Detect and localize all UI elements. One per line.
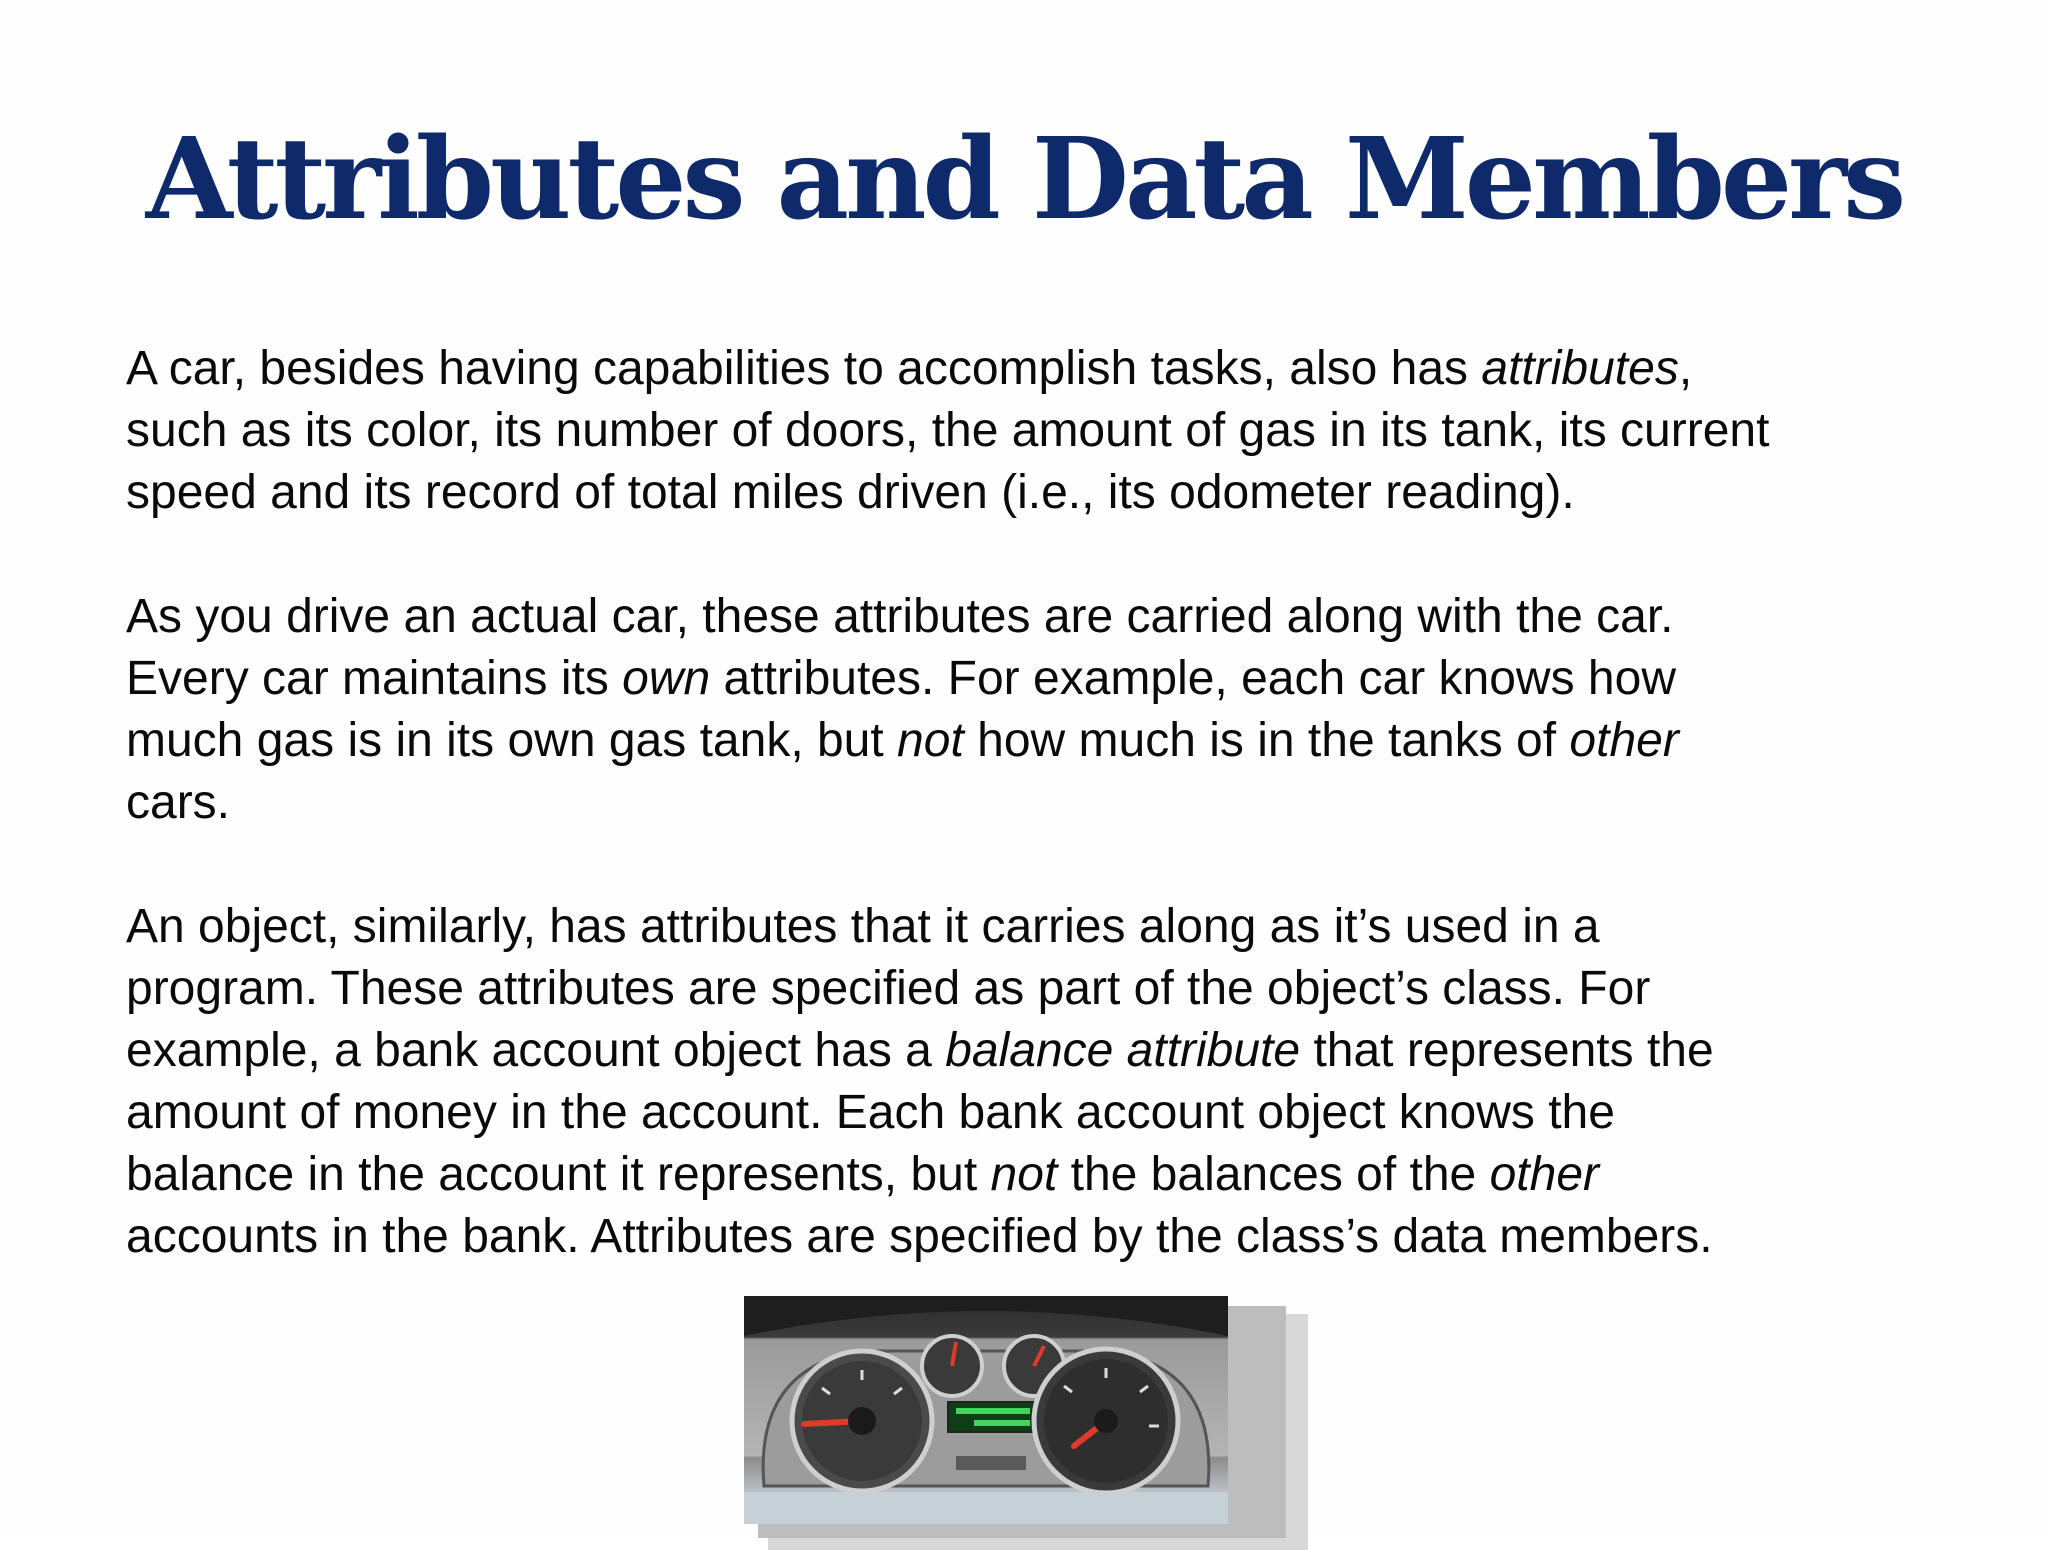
text-run: Every car maintains its [126, 652, 623, 705]
text-run: As you drive an actual car, these attributes are carried along with the car. [126, 590, 1674, 643]
emphasized-text: other [1569, 714, 1679, 767]
text-line [126, 648, 1926, 710]
text-run: much gas is in its own gas tank, but [126, 714, 898, 767]
text-line [126, 400, 1926, 462]
text-line [126, 1020, 1926, 1082]
text-run: An object, similarly, has attributes that it carries along as it’s used in a [126, 900, 1600, 953]
text-run: , [1678, 342, 1693, 395]
emphasized-text: balance attribute [945, 1024, 1301, 1077]
text-run: program. These attributes are specified as part of the object’s class. For [126, 962, 1651, 1015]
text-line [126, 586, 1926, 648]
emphasized-text: attributes [1481, 342, 1679, 395]
dashboard-drawing [744, 1296, 1228, 1524]
text-run: accounts in the bank. Attributes are specified by the class’s data members. [126, 1210, 1713, 1263]
dashboard-photo [744, 1296, 1228, 1524]
slide-title: Attributes and Data Members [145, 114, 1903, 245]
text-line [126, 710, 1926, 772]
text-run: the balances of the [1057, 1148, 1490, 1201]
text-run: attributes. For example, each car knows how [710, 652, 1676, 705]
text-line [126, 772, 1926, 834]
text-run: cars. [126, 776, 231, 829]
text-line [126, 1082, 1926, 1144]
text-run: that represents the [1300, 1024, 1714, 1077]
text-line [126, 462, 1926, 524]
text-line [126, 338, 1926, 400]
text-line [126, 1144, 1926, 1206]
text-line [126, 896, 1926, 958]
paragraph-3 [126, 896, 1926, 1268]
text-line [126, 1206, 1926, 1268]
slide-body [126, 338, 1926, 1268]
text-line [126, 958, 1926, 1020]
text-run: A car, besides having capabilities to accomplish tasks, also has [126, 342, 1482, 395]
text-run: speed and its record of total miles driven (i.e., its odometer reading). [126, 466, 1575, 519]
emphasized-text: not [990, 1148, 1058, 1201]
text-run: how much is in the tanks of [963, 714, 1570, 767]
emphasized-text: own [622, 652, 711, 705]
text-run: balance in the account it represents, but [126, 1148, 991, 1201]
text-run: example, a bank account object has a [126, 1024, 946, 1077]
paragraph-1 [126, 338, 1926, 524]
emphasized-text: other [1489, 1148, 1599, 1201]
odometer-display [948, 1402, 1038, 1432]
paragraph-2 [126, 586, 1926, 834]
text-run: such as its color, its number of doors, the amount of gas in its tank, its current [126, 404, 1770, 457]
emphasized-text: not [897, 714, 964, 767]
text-run: amount of money in the account. Each bank account object knows the [126, 1086, 1615, 1139]
dashboard-image [744, 1296, 1304, 1536]
